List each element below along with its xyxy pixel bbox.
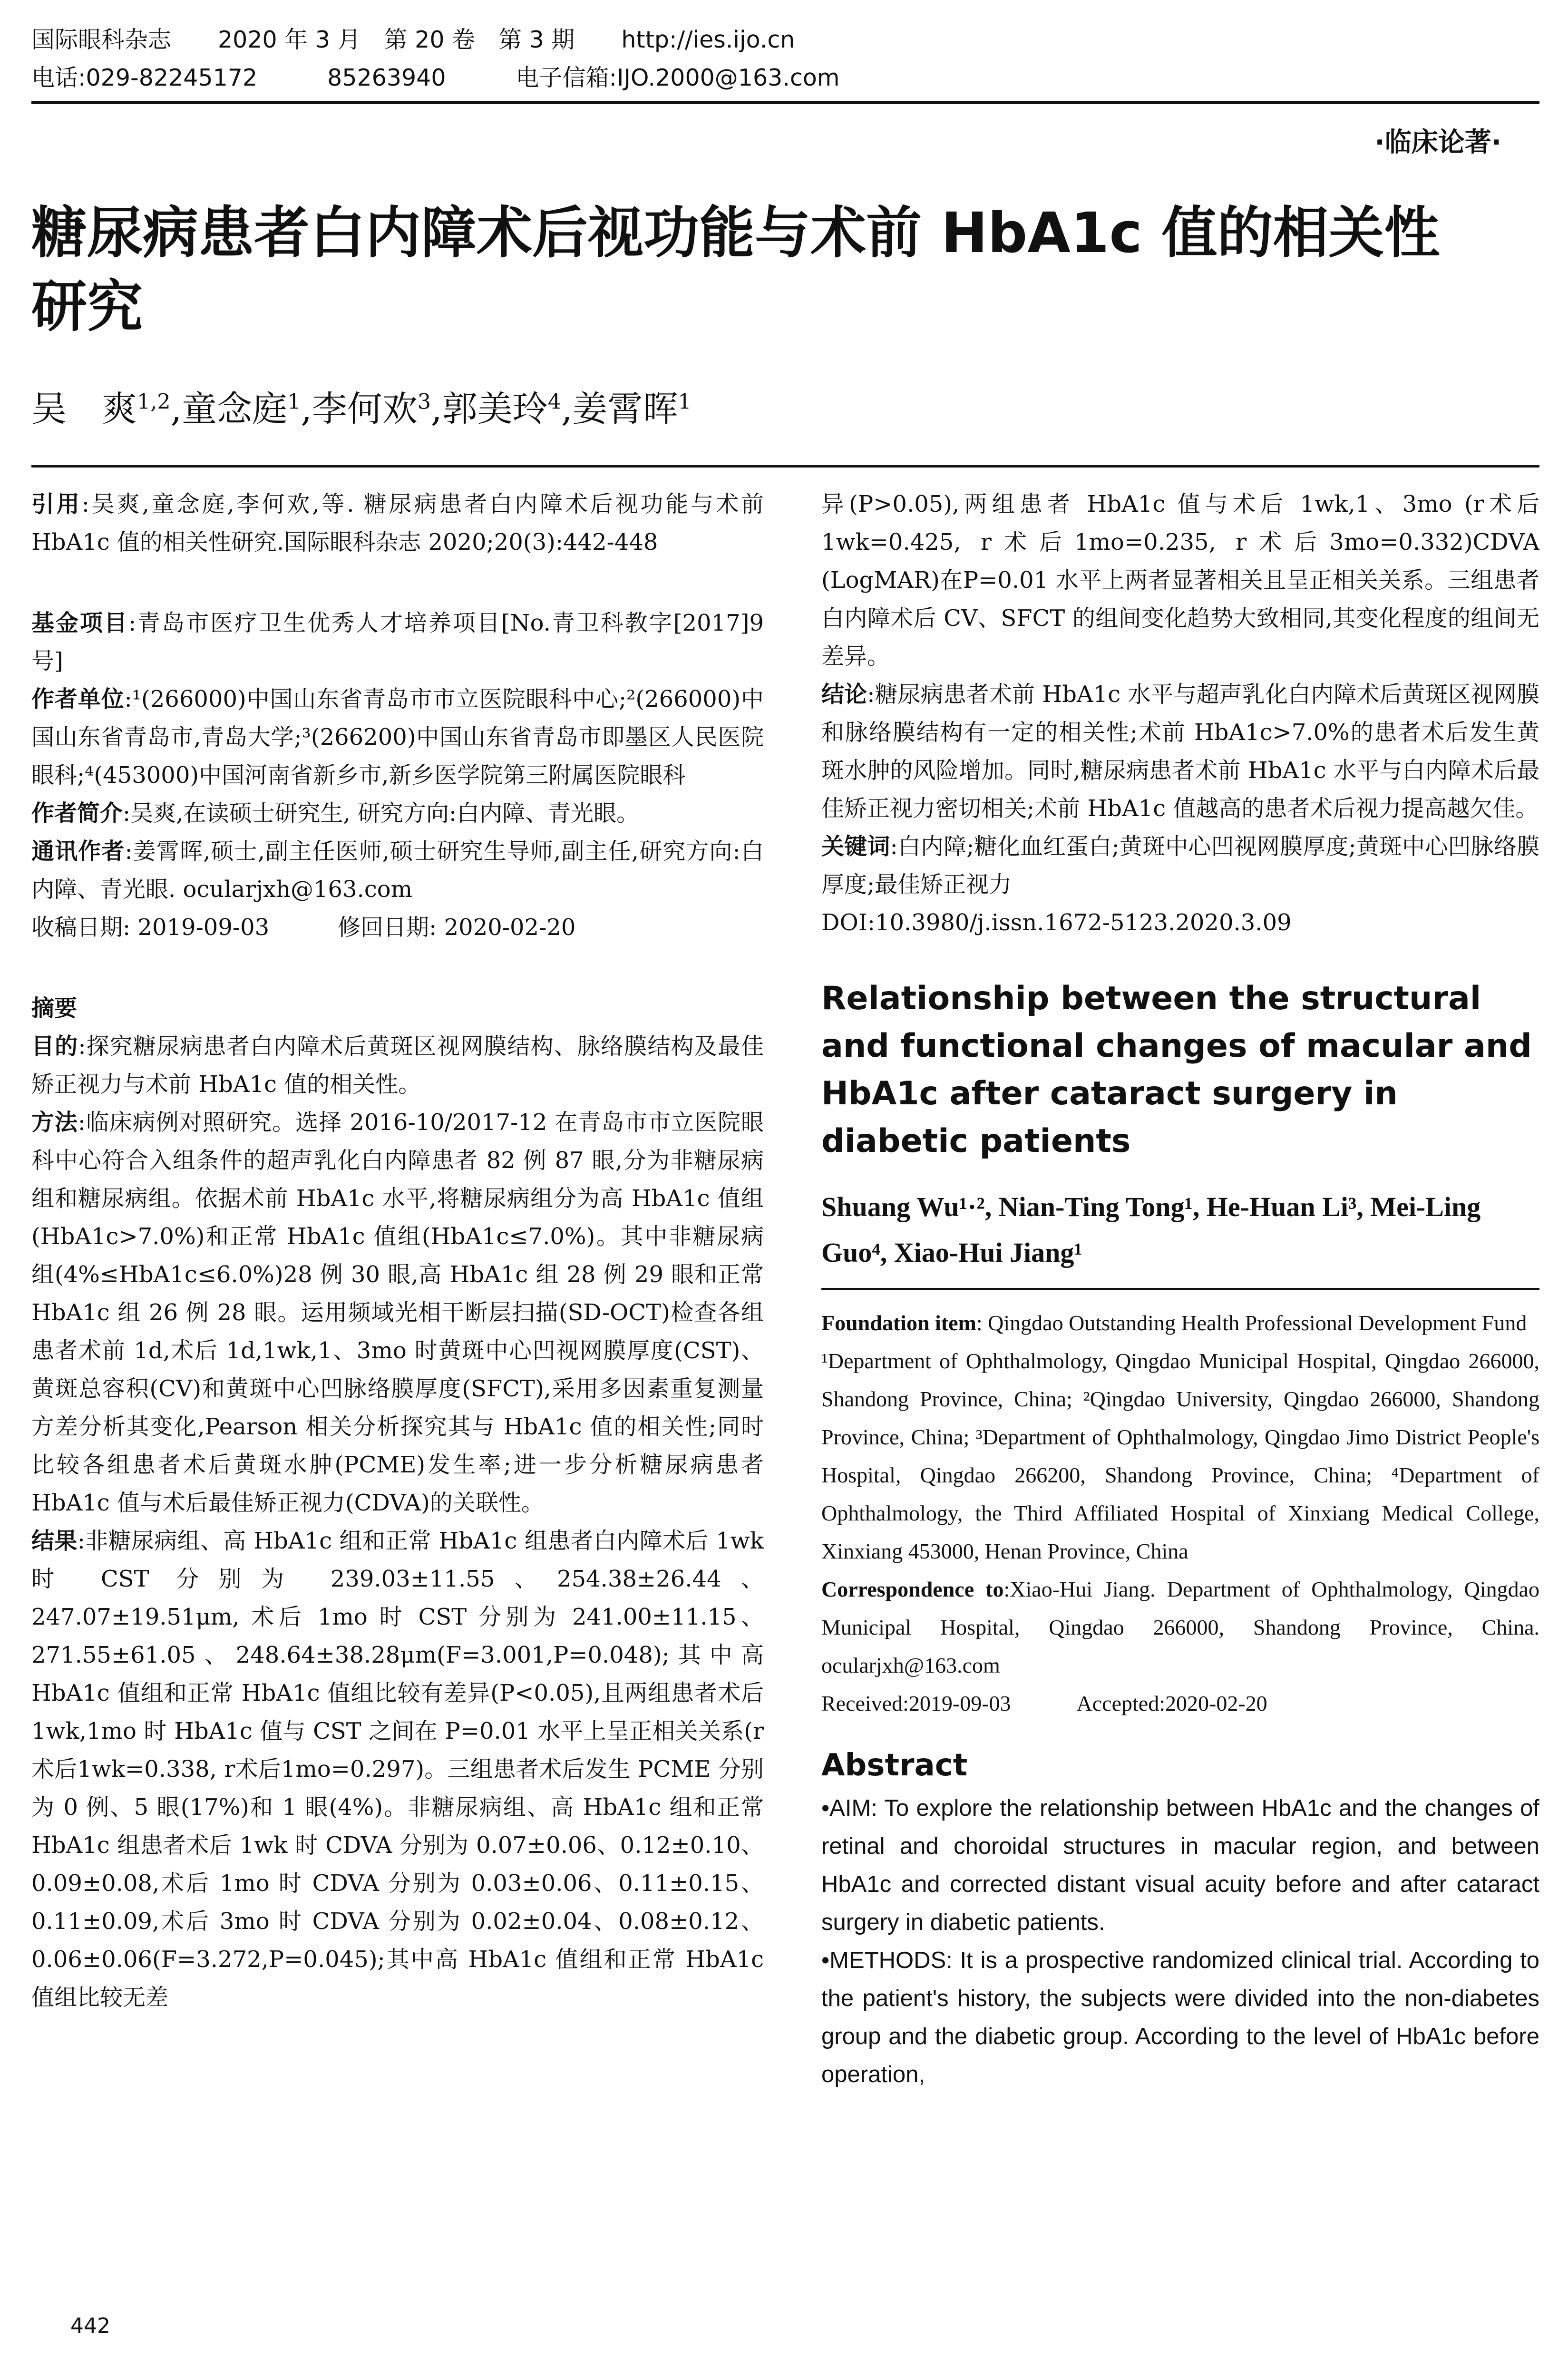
abstract-results-continued: 异(P>0.05),两组患者 HbA1c 值与术后 1wk,1、3mo (r术后1wk=0.425, r术后1mo=0.235, r术后3mo=0.332)CDVA (LogMAR)在P=0.01 水平上两者显著相关且呈正相关关系。三组患者白内障术后 CV、SFCT 的组间变化趋势大致相同,其变化程度的组间无差异。 [821, 491, 1539, 670]
author-affil-mark: 3 [417, 390, 431, 414]
author-name: ,李何欢 [301, 389, 418, 429]
author-name: ,童念庭 [170, 389, 288, 429]
author-bio-label: 作者简介 [31, 800, 123, 827]
citation-block [31, 485, 764, 561]
english-authors-rule [821, 1288, 1539, 1290]
article-title-line2: 研究 [31, 274, 143, 339]
journal-header-line1: 国际眼科杂志 2020 年 3 月 第 20 卷 第 3 期 http://ies.ijo.cn [31, 26, 795, 53]
authors-rule [31, 465, 1539, 468]
abstract-methods-text: :临床病例对照研究。选择 2016-10/2017-12 在青岛市市立医院眼科中心符合入组条件的超声乳化白内障患者 82 例 87 眼,分为非糖尿病组和糖尿病组。依据术前 HbA1c 水平,将糖尿病组分为高 HbA1c 值组(HbA1c>7.0%)和正常 HbA1c 值组(HbA1c≤7.0%)。其中非糖尿病组(4%≤HbA1c≤6.0%)28 例 30 眼,高 HbA1c 组 28 例 29 眼和正常 HbA1c 组 26 例 28 眼。运用频域光相干断层扫描(SD-OCT)检查各组患者术前 1d,术后 1d,1wk,1、3mo 时黄斑中心凹视网膜厚度(CST)、黄斑总容积(CV)和黄斑中心凹脉络膜厚度(SFCT),采用多因素重复测量方差分析其变化,Pearson 相关分析探究其与 HbA1c 值的相关性;同时比较各组患者术后黄斑水肿(PCME)发生率;进一步分析糖尿病患者 HbA1c 值与术后最佳矫正视力(CDVA)的关联性。 [31, 1109, 764, 1516]
received-dates-en: Received:2019-09-03 Accepted:2020-02-20 [821, 1691, 1267, 1715]
foundation-label: Foundation item [821, 1311, 976, 1335]
fund-label: 基金项目 [31, 610, 128, 636]
foundation-text: : Qingdao Outstanding Health Professional Development Fund [976, 1311, 1527, 1335]
left-column [31, 485, 764, 2302]
header-rule [31, 101, 1539, 104]
author-bio-block [31, 794, 764, 832]
abstract-heading-cn: 摘要 [31, 995, 78, 1022]
abstract-aim-label-en: •AIM [821, 1795, 871, 1821]
keywords-text-cn: :白内障;糖化血红蛋白;黄斑中心凹视网膜厚度;黄斑中心凹脉络膜厚度;最佳矫正视力 [821, 833, 1539, 898]
section-tag: ·临床论著· [1374, 127, 1501, 158]
author-name: ,郭美玲 [431, 389, 548, 429]
fund-text: :青岛市医疗卫生优秀人才培养项目[No.青卫科教字[2017]9 号] [31, 610, 764, 674]
correspondence-block-cn [31, 832, 764, 908]
english-title: Relationship between the structural and functional changes of macular and HbA1c after cataract surgery in diabetic patients [821, 980, 1532, 1160]
journal-header-line2: 电话:029-82245172 85263940 电子信箱:IJO.2000@163.com [31, 64, 840, 91]
abstract-methods-label: 方法 [31, 1109, 78, 1136]
article-title-line1: 糖尿病患者白内障术后视功能与术前 HbA1c 值的相关性 [31, 200, 1440, 265]
abstract-methods-label-en: •METHODS [821, 1948, 946, 1973]
author-affil-mark: 1,2 [137, 390, 171, 414]
correspondence-label-cn: 通讯作者 [31, 838, 125, 865]
keywords-label-cn: 关键词 [821, 833, 890, 860]
citation-text: :吴爽,童念庭,李何欢,等. 糖尿病患者白内障术后视功能与术前 HbA1c 值的相关性研究.国际眼科杂志 2020;20(3):442-448 [31, 491, 764, 555]
correspondence-en [821, 1570, 1539, 1685]
abstract-aim-en [821, 1789, 1539, 1941]
abstract-aim-text-en: : To explore the relationship between HbA1c and the changes of retinal and choroidal structures in macular region, and between HbA1c and corrected distant visual acuity before and after cataract surgery in diabetic patients. [821, 1795, 1539, 1935]
doi: DOI:10.3980/j.issn.1672-5123.2020.3.09 [821, 909, 1292, 936]
abstract-heading-en: Abstract [821, 1748, 968, 1783]
abstract-results-text: :非糖尿病组、高 HbA1c 组和正常 HbA1c 组患者白内障术后 1wk 时 CST 分别为 239.03±11.55、254.38±26.44、247.07±19.51μm, 术后 1mo 时 CST 分别为 241.00±11.15、271.55±61.05、248.64±38.28μm(F=3.001,P=0.048);其中高 HbA1c 值组和正常 HbA1c 值组比较有差异(P<0.05),且两组患者术后 1wk,1mo 时 HbA1c 值与 CST 之间在 P=0.01 水平上呈正相关关系(r术后1wk=0.338, r术后1mo=0.297)。三组患者术后发生 PCME 分别为 0 例、5 眼(17%)和 1 眼(4%)。非糖尿病组、高 HbA1c 组和正常 HbA1c 组患者术后 1wk 时 CDVA 分别为 0.07±0.06、0.12±0.10、0.09±0.08,术后 1mo 时 CDVA 分别为 0.03±0.06、0.11±0.15、0.11±0.09,术后 3mo 时 CDVA 分别为 0.02±0.04、0.08±0.12、0.06±0.06(F=3.272,P=0.045);其中高 HbA1c 值组和正常 HbA1c 值组比较无差 [31, 1528, 764, 2011]
author-name: ,姜霄晖 [561, 389, 678, 429]
abstract-results-label: 结果 [31, 1528, 78, 1554]
affiliation-text: :¹(266000)中国山东省青岛市市立医院眼科中心;²(266000)中国山东省青岛市,青岛大学;³(266200)中国山东省青岛市即墨区人民医院眼科;⁴(453000)中国河南省新乡市,新乡医学院第三附属医院眼科 [31, 686, 764, 789]
affiliation-en: ¹Department of Ophthalmology, Qingdao Municipal Hospital, Qingdao 266000, Shandong Province, China; ²Qingdao University, Qingdao 266000, Shandong Province, China; ³Department of Ophthalmology, Qingdao Jimo District People's Hospital, Qingdao 266200, Shandong Province, China; ⁴Department of Ophthalmology, the Third Affiliated Hospital of Xinxiang Medical College, Xinxiang 453000, Henan Province, China [821, 1349, 1539, 1563]
affiliation-block [31, 680, 764, 794]
abstract-methods-text-en: : It is a prospective randomized clinical trial. According to the patient's history, the subjects were divided into the non-diabetes group and the diabetic group. According to the level of HbA1c before operation, [821, 1948, 1539, 2087]
fund-block [31, 604, 764, 680]
abstract-conclusion-cn [821, 675, 1539, 828]
author-list-cn [31, 385, 691, 433]
keywords-block-cn [821, 828, 1539, 904]
affiliation-label: 作者单位 [31, 686, 125, 712]
abstract-aim-cn [31, 1027, 764, 1103]
received-dates-cn: 收稿日期: 2019-09-03 修回日期: 2020-02-20 [31, 914, 576, 941]
foundation-item [821, 1304, 1539, 1342]
abstract-conclusion-label: 结论 [821, 681, 867, 708]
page-number: 442 [70, 2314, 110, 2338]
abstract-conclusion-text: :糖尿病患者术前 HbA1c 水平与超声乳化白内障术后黄斑区视网膜和脉络膜结构有一定的相关性;术前 HbA1c>7.0%的患者术后发生黄斑水肿的风险增加。同时,糖尿病患者术前 HbA1c 水平与白内障术后最佳矫正视力密切相关;术前 HbA1c 值越高的患者术后视力提高越欠佳。 [821, 681, 1539, 822]
correspondence-text-en: :Xiao-Hui Jiang. Department of Ophthalmology, Qingdao Municipal Hospital, Qingdao 266000, Shandong Province, China. ocularjxh@163.com [821, 1577, 1539, 1677]
abstract-methods-en [821, 1941, 1539, 2094]
author-affil-mark: 4 [547, 390, 561, 414]
right-column [821, 485, 1539, 2349]
correspondence-text-cn: :姜霄晖,硕士,副主任医师,硕士研究生导师,副主任,研究方向:白内障、青光眼. ocularjxh@163.com [31, 838, 764, 903]
abstract-aim-text: :探究糖尿病患者白内障术后黄斑区视网膜结构、脉络膜结构及最佳矫正视力与术前 HbA1c 值的相关性。 [31, 1033, 764, 1098]
correspondence-label-en: Correspondence to [821, 1577, 1004, 1601]
abstract-results-cn [31, 1522, 764, 2017]
citation-label: 引用 [31, 491, 82, 517]
author-name: 吴 爽 [31, 389, 137, 429]
abstract-aim-label: 目的 [31, 1033, 78, 1060]
author-bio-text: :吴爽,在读硕士研究生, 研究方向:白内障、青光眼。 [123, 800, 640, 827]
author-affil-mark: 1 [287, 390, 301, 414]
english-author-list: Shuang Wu¹·², Nian-Ting Tong¹, He-Huan Li³, Mei-Ling Guo⁴, Xiao-Hui Jiang¹ [821, 1191, 1481, 1268]
abstract-methods-cn [31, 1103, 764, 1522]
author-affil-mark: 1 [678, 390, 691, 414]
